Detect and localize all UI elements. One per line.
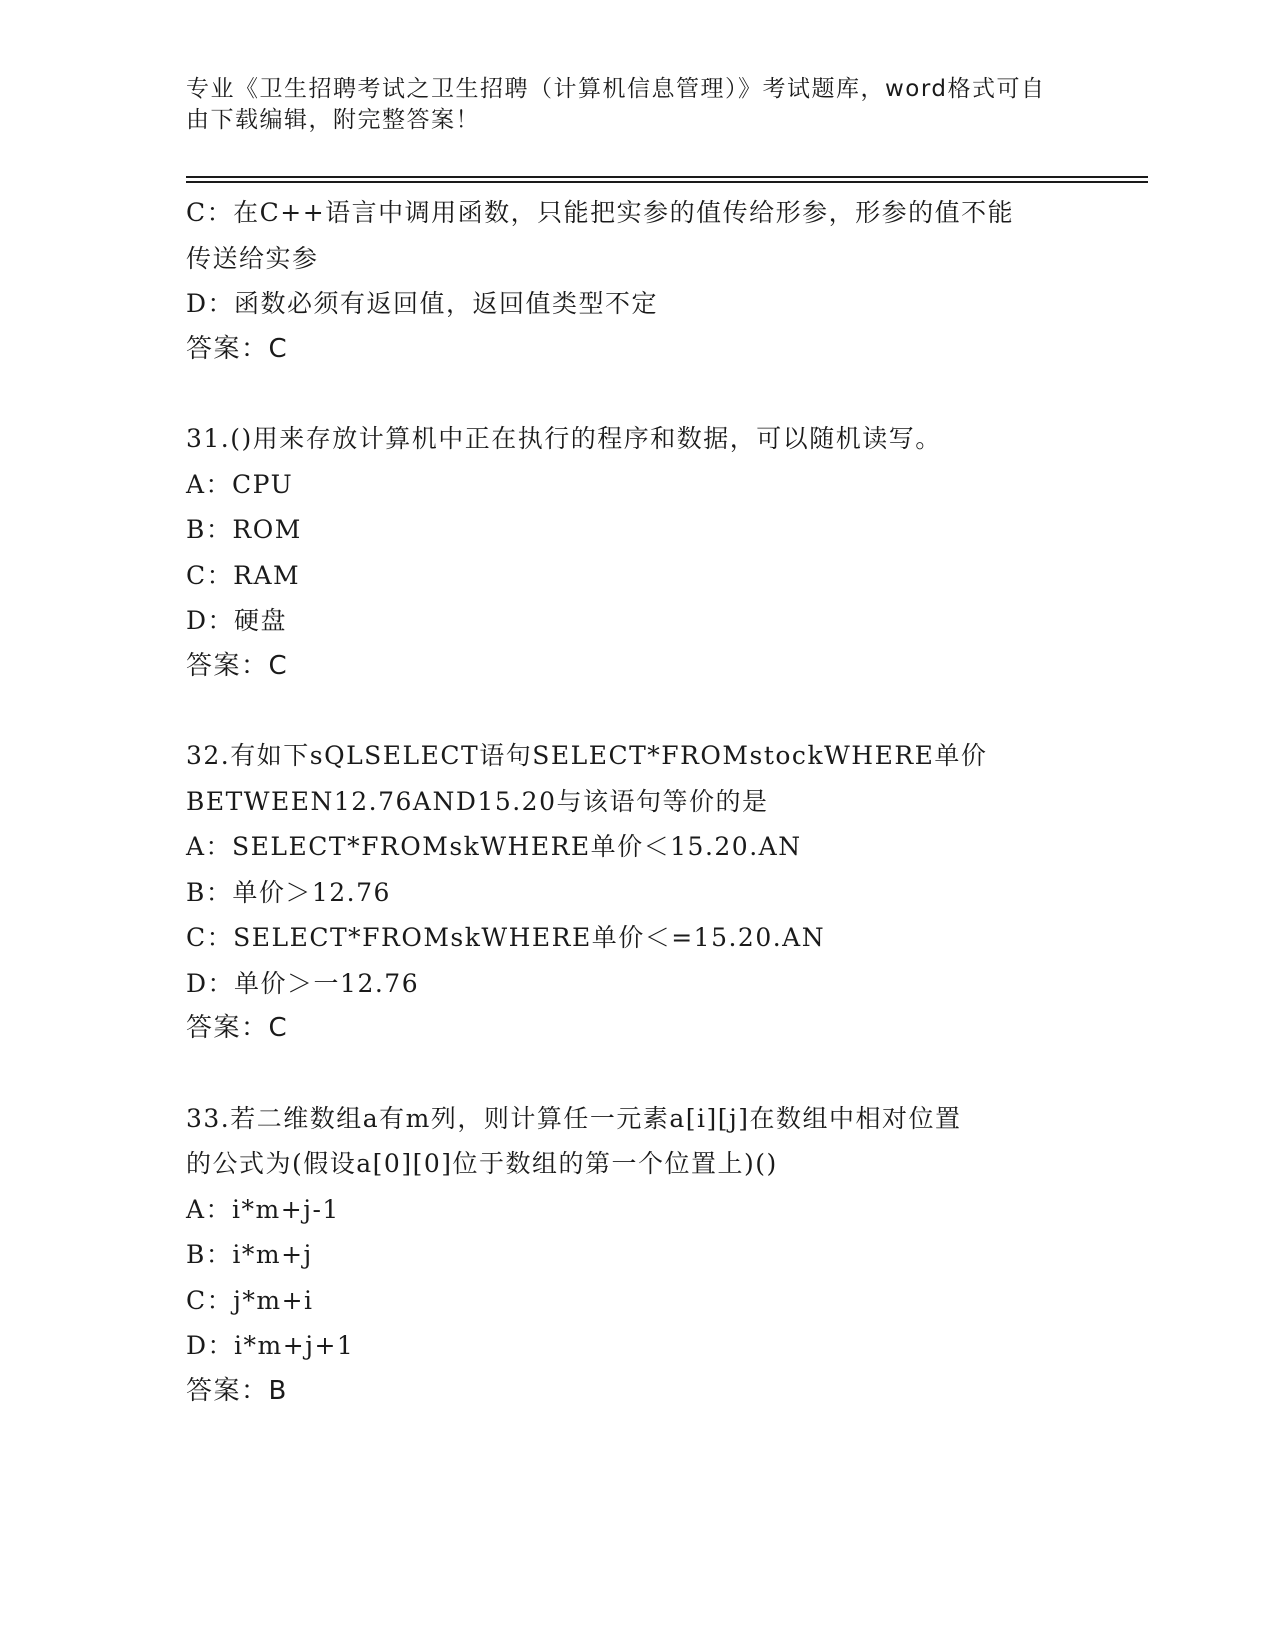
option-c-line-2: 传送给实参 (186, 243, 319, 273)
option-c: C：SELECT*FROMskWHERE单价＜=15.20.AN (186, 923, 826, 952)
spacer (186, 1052, 1086, 1096)
option-d: D：单价＞一12.76 (186, 968, 420, 998)
spacer (186, 372, 1086, 416)
question-32 (186, 733, 1086, 1052)
option-c: C：j*m+i (186, 1285, 314, 1315)
question-33 (186, 1096, 1086, 1415)
option-a: A：i*m+j-1 (186, 1194, 340, 1224)
answer-label: 答案：C (186, 333, 289, 364)
option-b: B：i*m+j (186, 1240, 313, 1269)
option-b: B：ROM (186, 515, 302, 544)
question-content (186, 190, 1086, 1414)
question-stem: 31.()用来存放计算机中正在执行的程序和数据，可以随机读写。 (186, 424, 942, 453)
question-31 (186, 416, 1086, 689)
header-line-2: 由下载编辑，附完整答案！ (186, 107, 480, 133)
option-b: B：单价＞12.76 (186, 877, 391, 907)
question-stem-continued: BETWEEN12.76AND15.20与该语句等价的是 (186, 786, 769, 816)
header-divider-top (186, 176, 1148, 178)
option-d: D：函数必须有返回值，返回值类型不定 (186, 289, 659, 318)
document-header (186, 74, 1066, 136)
header-line-1: 专业《卫生招聘考试之卫生招聘（计算机信息管理）》考试题库，word格式可自 (186, 76, 1046, 102)
option-a: A：SELECT*FROMskWHERE单价＜15.20.AN (186, 832, 802, 861)
option-c: C：RAM (186, 560, 301, 590)
spacer (186, 689, 1086, 733)
answer-label: 答案：C (186, 1013, 289, 1043)
header-divider-bottom (186, 181, 1148, 183)
option-d: D：硬盘 (186, 606, 288, 635)
option-d: D：i*m+j+1 (186, 1331, 355, 1360)
option-a: A：CPU (186, 469, 294, 499)
answer-label: 答案：B (186, 1375, 288, 1406)
option-c-line-1: C：在C++语言中调用函数，只能把实参的值传给形参，形参的值不能 (186, 198, 1015, 227)
question-stem-continued: 的公式为(假设a[0][0]位于数组的第一个位置上)() (186, 1149, 778, 1178)
question-stem: 33.若二维数组a有m列，则计算任一元素a[i][j]在数组中相对位置 (186, 1103, 962, 1133)
question-stem: 32.有如下sQLSELECT语句SELECT*FROMstockWHERE单价 (186, 741, 988, 770)
answer-label: 答案：C (186, 650, 289, 681)
